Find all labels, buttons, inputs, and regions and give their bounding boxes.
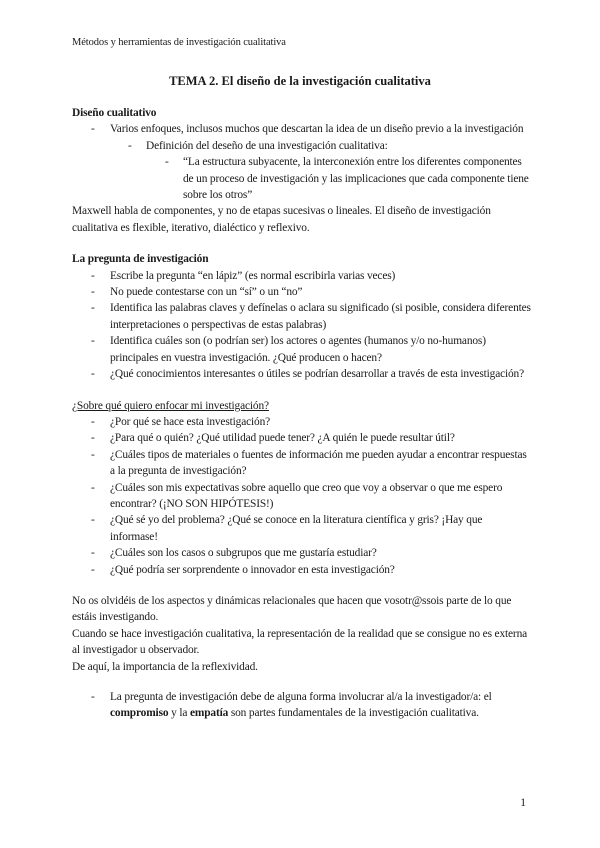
definition-quote: - “La estructura subyacente, la interconexión entre los diferentes componentes de un proceso de investigación y las implicaciones que cada componente tiene sobre los otros” bbox=[72, 154, 532, 203]
list-item: - ¿Qué sé yo del problema? ¿Qué se conoce en la literatura científica y gris? ¡Hay que informase! bbox=[72, 512, 532, 545]
paragraph: No os olvidéis de los aspectos y dinámicas relacionales que hacen que vosotr@ssois parte de lo que estáis investigando. bbox=[72, 594, 512, 624]
section-heading-enfoque: ¿Sobre qué quiero enfocar mi investigación? bbox=[72, 399, 269, 412]
list-item: - ¿Qué conocimientos interesantes o útiles se podrían desarrollar a través de esta investigación? bbox=[72, 366, 532, 382]
list-item: - Identifica cuáles son (o podrían ser) los actores o agentes (humanos y/o no-humanos) principales en vuestra investigación. ¿Qué producen o hacen? bbox=[72, 333, 532, 366]
list-item: - ¿Por qué se hace esta investigación? bbox=[72, 414, 532, 430]
paragraph: De aquí, la importancia de la reflexividad. bbox=[72, 660, 258, 673]
final-list-item: - La pregunta de investigación debe de alguna forma involucrar al/a la investigador/a: el compromiso y la empatía son partes fundamentales de la investigación cualitativa. bbox=[72, 689, 532, 722]
document-body bbox=[72, 105, 532, 722]
bullet-list bbox=[72, 414, 532, 578]
quote-list bbox=[72, 154, 532, 203]
paragraph: Maxwell habla de componentes, y no de etapas sucesivas o lineales. El diseño de investigación cualitativa es flexible, iterativo, dialéctico y reflexivo. bbox=[72, 205, 491, 234]
page-title: TEMA 2. El diseño de la investigación cualitativa bbox=[169, 74, 431, 88]
list-item: - ¿Cuáles son los casos o subgrupos que me gustaría estudiar? bbox=[72, 545, 532, 561]
sub-bullet-list bbox=[72, 138, 532, 154]
bullet-list bbox=[72, 121, 532, 137]
bullet-list bbox=[72, 268, 532, 383]
emphasis-empatia: empatía bbox=[189, 707, 229, 720]
page-number: 1 bbox=[520, 797, 526, 809]
list-item: - No puede contestarse con un “sí” o un “no” bbox=[72, 284, 532, 300]
running-header: Métodos y herramientas de investigación cualitativa bbox=[72, 37, 286, 48]
list-item: - ¿Qué podría ser sorprendente o innovador en esta investigación? bbox=[72, 562, 532, 578]
section-heading-pregunta: La pregunta de investigación bbox=[72, 253, 209, 266]
list-item: - Definición del deseño de una investigación cualitativa: bbox=[72, 138, 532, 154]
bullet-list bbox=[72, 689, 532, 722]
list-item: - Identifica las palabras claves y defínelas o aclara su significado (si posible, considera diferentes interpretaciones o perspectivas de estas palabras) bbox=[72, 300, 532, 333]
list-item: - ¿Cuáles tipos de materiales o fuentes de información me pueden ayudar a encontrar respuestas a la pregunta de investigación? bbox=[72, 447, 532, 480]
section-heading-diseno: Diseño cualitativo bbox=[72, 107, 157, 119]
list-item: - Varios enfoques, inclusos muchos que descartan la idea de un diseño previo a la investigación bbox=[72, 121, 532, 137]
list-item: - ¿Para qué o quién? ¿Qué utilidad puede tener? ¿A quién le puede resultar útil? bbox=[72, 430, 532, 446]
paragraph: Cuando se hace investigación cualitativa, la representación de la realidad que se consigue no es externa al investigador u observador. bbox=[72, 627, 528, 657]
emphasis-compromiso: compromiso bbox=[110, 707, 169, 720]
list-item: - ¿Cuáles son mis expectativas sobre aquello que creo que voy a observar o que me espero encontrar? (¡NO SON HIPÓTESIS!) bbox=[72, 480, 532, 513]
list-item: - Escribe la pregunta “en lápiz” (es normal escribirla varias veces) bbox=[72, 268, 532, 284]
